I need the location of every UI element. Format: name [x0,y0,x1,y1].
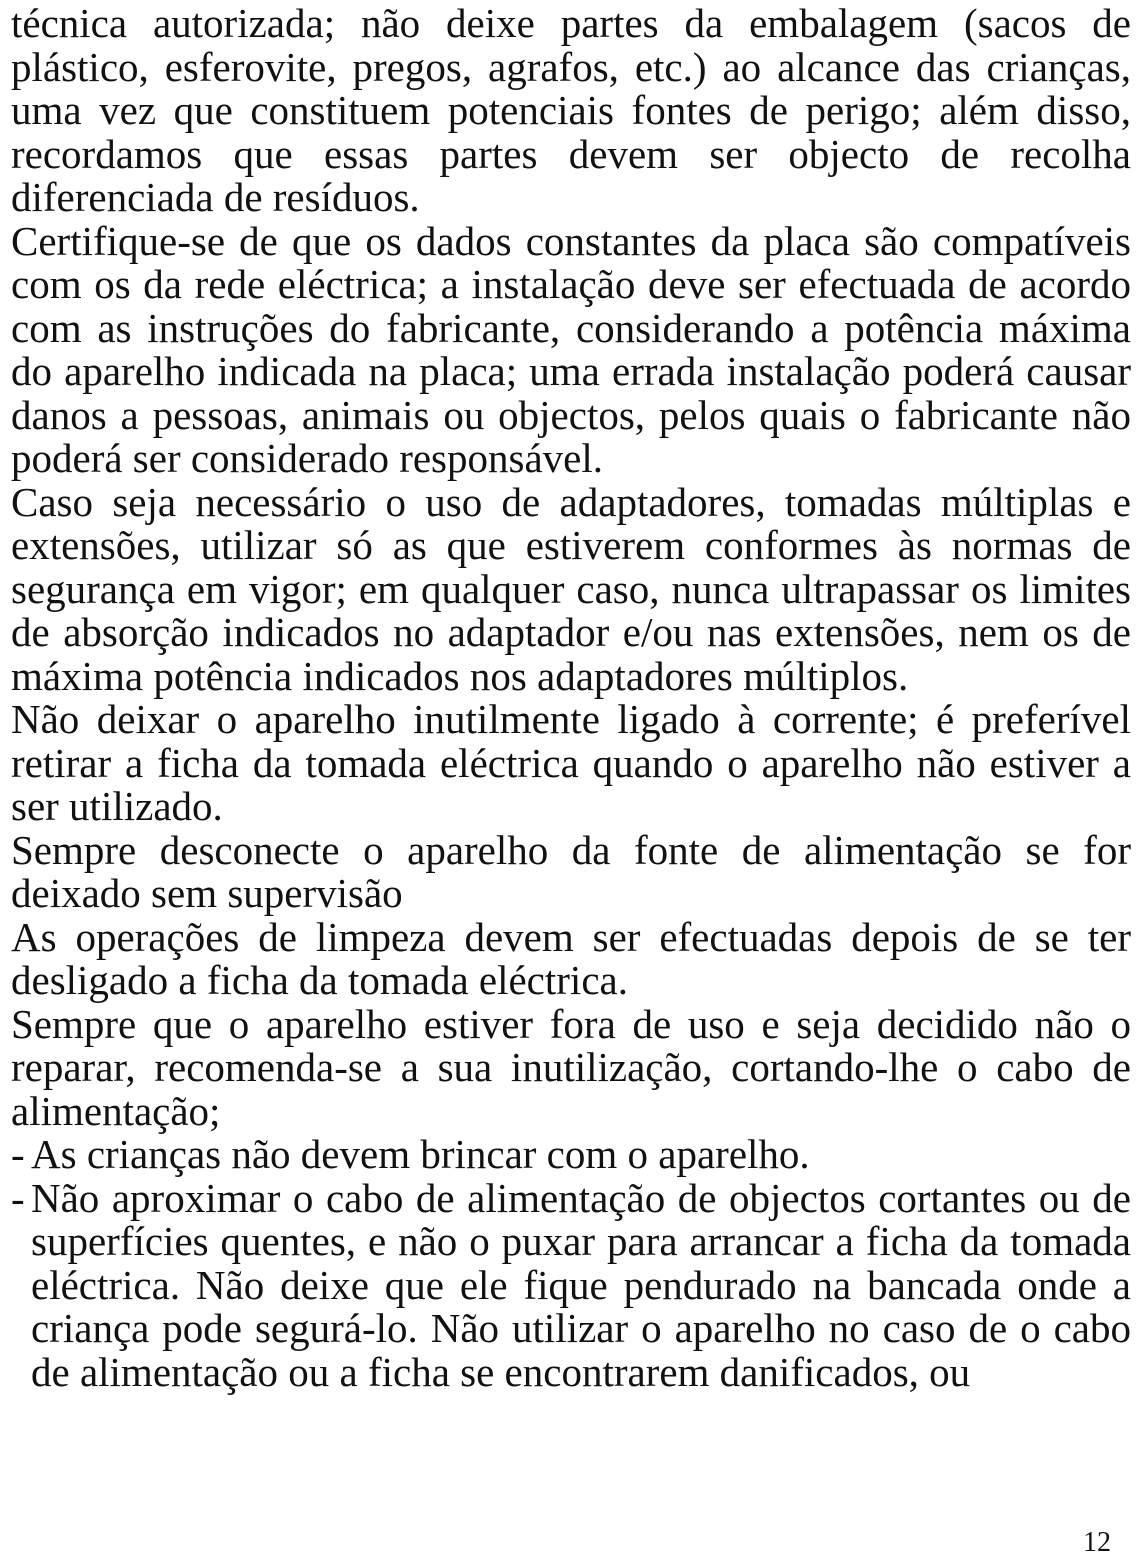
document-page [11,2,1131,1394]
paragraph-cleaning: As operações de limpeza devem ser efectuadas depois de se ter desligado a ficha da tomada eléctrica. [11,913,1131,1003]
paragraph-adapters: Caso seja necessário o uso de adaptadores, tomadas múltiplas e extensões, utilizar só as que estiverem conformes às normas de segurança em vigor; em qualquer caso, nunca ultrapassar os limites de absorção indicados no adaptador e/ou nas extensões, nem os de máxima potência indicados nos adaptadores múltiplos. [11,478,1131,699]
bullet-item-children [11,1133,1131,1177]
paragraph-packaging: técnica autorizada; não deixe partes da embalagem (sacos de plástico, esferovite, pregos, agrafos, etc.) ao alcance das crianças, uma vez que constituem potenciais fontes de perigo; além disso, recordamos que essas partes devem ser objecto de recolha diferenciada de resíduos. [11,0,1131,220]
paragraph-unplug: Não deixar o aparelho inutilmente ligado à corrente; é preferível retirar a ficha da tomada eléctrica quando o aparelho não estiver a ser utilizado. [11,696,1131,829]
bullet-marker: - [11,1131,25,1177]
page-number: 12 [1083,1527,1111,1558]
paragraph-unattended: Sempre desconecte o aparelho da fonte de alimentação se for deixado sem supervisão [11,826,1131,916]
bullet-item-power-cable [11,1174,1131,1395]
bullet-text: Não aproximar o cabo de alimentação de objectos cortantes ou de superfícies quentes, e não o puxar para arrancar a ficha da tomada eléctrica. Não deixe que ele fique pendurado na bancada onde a criança pode segurá-lo. Não utilizar o aparelho no caso de o cabo de alimentação ou a ficha se encontrarem danificados, ou [31,1174,1131,1395]
bullet-text: As crianças não devem brincar com o aparelho. [31,1131,810,1177]
paragraph-rating-plate: Certifique-se de que os dados constantes da placa são compatíveis com os da rede eléctrica; a instalação deve ser efectuada de acordo com as instruções do fabricante, considerando a potência máxima do aparelho indicada na placa; uma errada instalação poderá causar danos a pessoas, animais ou objectos, pelos quais o fabricante não poderá ser considerado responsável. [11,217,1131,481]
paragraph-disposal: Sempre que o aparelho estiver fora de uso e seja decidido não o reparar, recomenda-se a sua inutilização, cortando-lhe o cabo de alimentação; [11,1000,1131,1134]
bullet-marker: - [11,1174,25,1221]
